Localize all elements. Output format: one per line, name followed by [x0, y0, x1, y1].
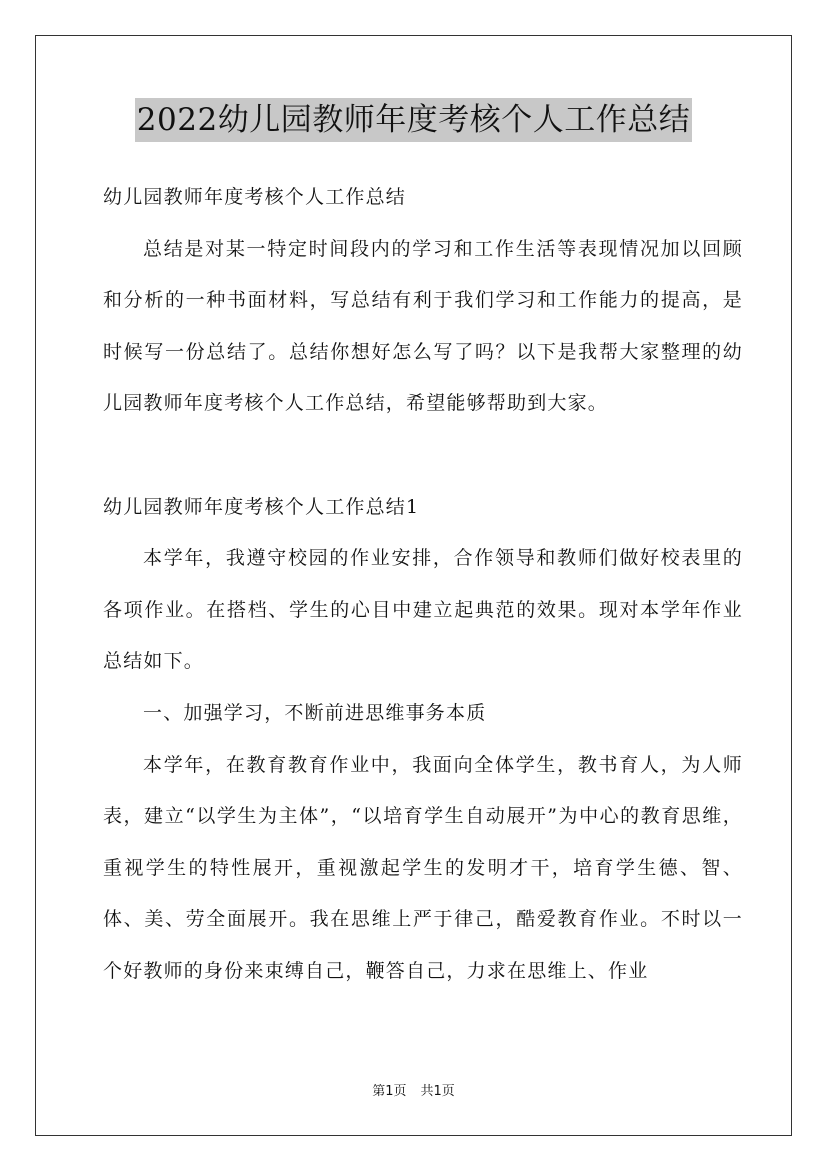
blank-line — [103, 430, 743, 482]
document-title: 2022幼儿园教师年度考核个人工作总结 — [135, 98, 692, 142]
paragraph-intro: 总结是对某一特定时间段内的学习和工作生活等表现情况加以回顾和分析的一种书面材料，写总结有利于我们学习和工作能力的提高，是时候写一份总结了。总结你想好怎么写了吗？以下是我帮大家整理的幼儿园教师年度考核个人工作总结，希望能够帮助到大家。 — [103, 237, 743, 415]
page-number: 第1页 — [372, 1084, 407, 1099]
document-body — [103, 172, 743, 998]
paragraph-section-intro: 本学年，我遵守校园的作业安排，合作领导和教师们做好校表里的各项作业。在搭档、学生的心目中建立起典范的效果。现对本学年作业总结如下。 — [103, 547, 743, 673]
page-footer — [0, 1083, 827, 1101]
title-container — [0, 98, 827, 142]
paragraph-subheading: 一、加强学习，不断前进思维事务本质 — [143, 701, 487, 724]
paragraph-body: 本学年，在教育教育作业中，我面向全体学生，教书育人，为人师表，建立“以学生为主体”，“以培育学生自动展开”为中心的教育思维，重视学生的特性展开，重视激起学生的发明才干，培育学生德、智、体、美、劳全面展开。我在思维上严于律己，酷爱教育作业。不时以一个好教师的身份来束缚自己，鞭答自己，力求在思维上、作业 — [103, 753, 743, 982]
paragraph-subtitle: 幼儿园教师年度考核个人工作总结 — [103, 186, 407, 208]
paragraph-section-heading: 幼儿园教师年度考核个人工作总结1 — [103, 495, 420, 518]
page-total: 共1页 — [420, 1084, 455, 1099]
